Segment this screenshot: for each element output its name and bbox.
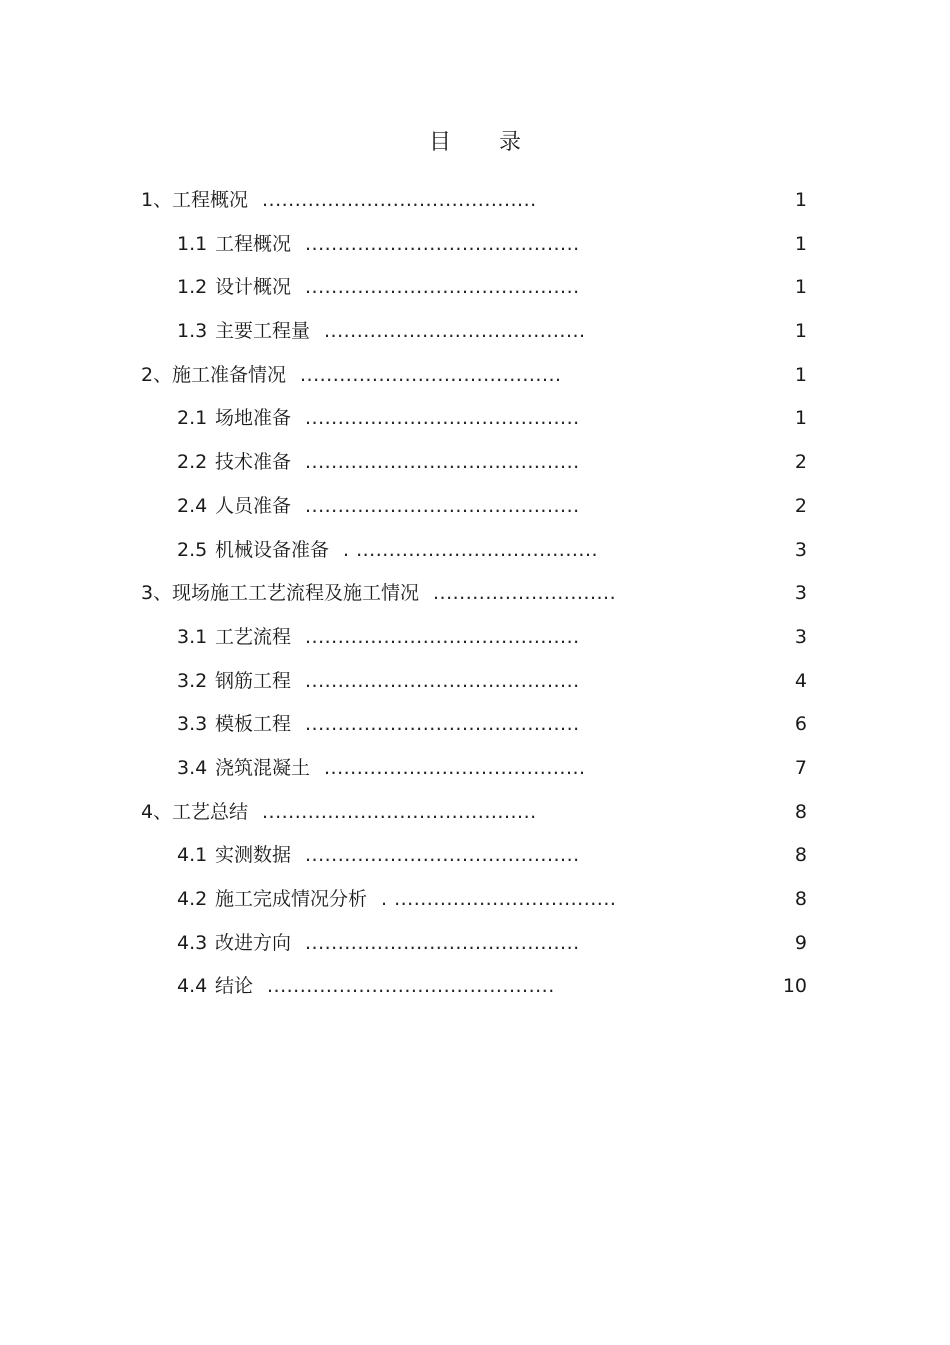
toc-entry[interactable] [0, 795, 950, 839]
toc-entry-label: 钢筋工程 [215, 669, 292, 692]
toc-entry-label: 人员准备 [215, 494, 292, 517]
toc-entry-number: 3.1 [177, 625, 208, 648]
toc-page-number: 8 [794, 800, 807, 823]
toc-entry[interactable] [0, 882, 950, 926]
toc-page-number: 7 [794, 756, 807, 779]
toc-entry-label: 改进方向 [215, 931, 292, 954]
toc-entry-number: 4.1 [177, 844, 208, 867]
toc-entry[interactable] [0, 576, 950, 620]
toc-entry[interactable] [0, 183, 950, 227]
toc-leader-dots: .......................................... [305, 407, 580, 430]
toc-entry-number: 2、 [141, 363, 173, 386]
toc-page-number: 3 [794, 582, 807, 605]
toc-page-number: 4 [794, 669, 807, 692]
toc-entry[interactable] [0, 620, 950, 664]
toc-page-number: 6 [794, 713, 807, 736]
toc-entry-number: 1.3 [177, 320, 208, 343]
toc-entry-number: 2.5 [177, 538, 208, 561]
toc-entry-number: 3.3 [177, 713, 208, 736]
toc-page-number: 1 [794, 276, 807, 299]
toc-entry-number: 1、 [141, 189, 173, 211]
toc-entry-label: 工程概况 [172, 189, 249, 211]
toc-title: 目录 [428, 130, 569, 155]
toc-page-number: 8 [794, 844, 807, 867]
toc-entry-number: 4、 [141, 800, 173, 823]
toc-page-number: 1 [794, 407, 807, 430]
toc-entry-label: 现场施工工艺流程及施工情况 [172, 582, 420, 605]
toc-page-number: 2 [794, 451, 807, 474]
toc-entry-label: 场地准备 [215, 407, 292, 430]
toc-leader-dots: . .................................. [381, 888, 617, 910]
toc-entry-number: 1.1 [177, 232, 208, 255]
toc-entry-label: 工程概况 [215, 232, 292, 255]
toc-entry-label: 技术准备 [215, 451, 292, 474]
toc-entry[interactable] [0, 533, 950, 577]
toc-leader-dots: ............................................ [267, 975, 555, 998]
toc-page-number: 9 [794, 931, 807, 954]
table-of-contents [0, 183, 950, 1013]
toc-leader-dots: .......................................... [305, 276, 580, 299]
toc-leader-dots: ........................................ [324, 756, 586, 779]
toc-page-number: 8 [794, 888, 807, 910]
toc-page-number: 3 [794, 625, 807, 648]
toc-entry-label: 浇筑混凝土 [215, 756, 311, 779]
toc-entry[interactable] [0, 358, 950, 402]
toc-page-number: 2 [794, 494, 807, 517]
toc-leader-dots: ............................ [433, 582, 617, 605]
toc-entry[interactable] [0, 969, 950, 1013]
toc-entry-label: 模板工程 [215, 713, 292, 736]
toc-entry-label: 施工准备情况 [172, 363, 287, 386]
toc-entry-label: 施工完成情况分析 [215, 888, 368, 910]
toc-page-number: 3 [794, 538, 807, 561]
toc-entry[interactable] [0, 227, 950, 271]
toc-entry[interactable] [0, 664, 950, 708]
toc-entry-number: 4.4 [177, 975, 208, 998]
toc-entry-number: 4.3 [177, 931, 208, 954]
toc-leader-dots: .......................................... [305, 669, 580, 692]
toc-entry-label: 工艺总结 [172, 800, 249, 823]
toc-entry-label: 结论 [215, 975, 254, 998]
toc-page-number: 1 [794, 363, 807, 386]
toc-entry[interactable] [0, 401, 950, 445]
toc-entry-label: 实测数据 [215, 844, 292, 867]
toc-entry-label: 主要工程量 [215, 320, 311, 343]
toc-leader-dots: .......................................... [305, 232, 580, 255]
toc-leader-dots: . ..................................... [343, 538, 599, 561]
toc-entry-number: 3.4 [177, 756, 208, 779]
toc-entry[interactable] [0, 270, 950, 314]
toc-entry[interactable] [0, 838, 950, 882]
toc-page-number: 10 [782, 975, 807, 998]
toc-entry-label: 设计概况 [215, 276, 292, 299]
toc-leader-dots: ........................................ [324, 320, 586, 343]
toc-entry[interactable] [0, 926, 950, 970]
toc-entry-number: 3、 [141, 582, 173, 605]
toc-entry-label: 机械设备准备 [215, 538, 330, 561]
toc-leader-dots: ........................................ [300, 363, 562, 386]
toc-entry[interactable] [0, 314, 950, 358]
toc-leader-dots: .......................................... [262, 800, 537, 823]
toc-entry-number: 2.1 [177, 407, 208, 430]
toc-entry[interactable] [0, 707, 950, 751]
toc-leader-dots: .......................................... [305, 494, 580, 517]
toc-leader-dots: .......................................... [305, 713, 580, 736]
toc-page-number: 1 [794, 189, 807, 211]
toc-page-number: 1 [794, 320, 807, 343]
toc-leader-dots: .......................................... [305, 931, 580, 954]
toc-entry[interactable] [0, 751, 950, 795]
toc-leader-dots: .......................................... [305, 625, 580, 648]
toc-entry-number: 3.2 [177, 669, 208, 692]
toc-entry-number: 4.2 [177, 888, 208, 910]
toc-entry-number: 1.2 [177, 276, 208, 299]
toc-entry-number: 2.4 [177, 494, 208, 517]
toc-page-number: 1 [794, 232, 807, 255]
toc-entry[interactable] [0, 445, 950, 489]
toc-leader-dots: .......................................... [305, 844, 580, 867]
toc-entry-number: 2.2 [177, 451, 208, 474]
toc-leader-dots: .......................................... [305, 451, 580, 474]
toc-entry[interactable] [0, 489, 950, 533]
toc-entry-label: 工艺流程 [215, 625, 292, 648]
toc-leader-dots: .......................................... [262, 189, 537, 211]
